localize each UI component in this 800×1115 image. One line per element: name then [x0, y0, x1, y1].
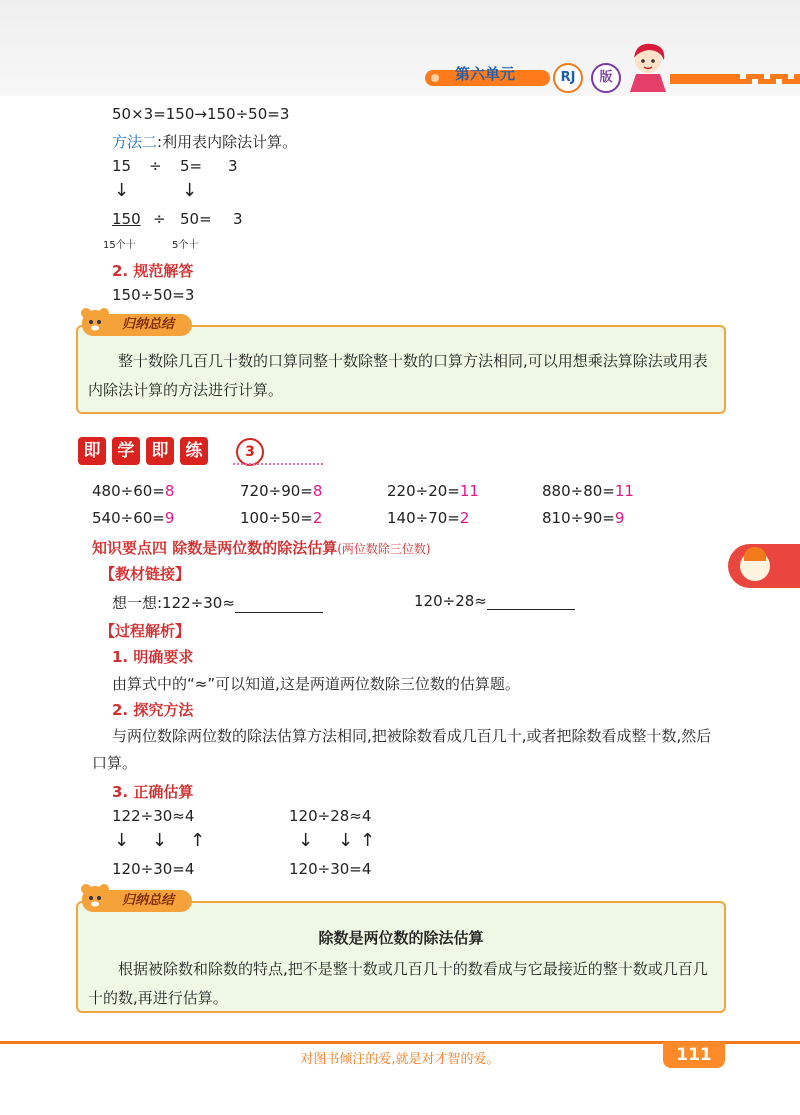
- summary-title-2: 除数是两位数的除法估算: [318, 929, 484, 947]
- estimate-2-bottom: 120÷30=4: [289, 860, 372, 878]
- mascot-bear-icon: [78, 305, 112, 339]
- practice-answer: 8: [164, 482, 175, 500]
- calc-line: 50×3=150→150÷50=3: [112, 105, 290, 123]
- method2-line: [112, 131, 297, 152]
- practice-item: 220÷20=11: [387, 482, 479, 500]
- practice-heading: [78, 437, 264, 466]
- practice-item: 880÷80=11: [542, 482, 634, 500]
- edition-badge: 版: [591, 63, 621, 93]
- practice-item: 480÷60=8: [92, 482, 175, 500]
- step3-heading: 3. 正确估算: [112, 783, 194, 801]
- up-arrow-icon: ↑: [190, 830, 206, 851]
- practice-item: 140÷70=2: [387, 509, 470, 527]
- practice-answer: 11: [614, 482, 634, 500]
- method2-label: 方法二: [112, 133, 158, 151]
- answer-line: 150÷50=3: [112, 286, 195, 304]
- practice-char: 即: [78, 437, 106, 465]
- practice-answer: 8: [312, 482, 323, 500]
- step2-heading: 2. 探究方法: [112, 701, 194, 719]
- rj-badge: RJ: [553, 63, 583, 93]
- down-arrow-icon: ↓: [298, 830, 314, 851]
- summary-box-2: [76, 901, 726, 1013]
- answer-blank[interactable]: [487, 595, 575, 610]
- estimate-2-top: 120÷28≈4: [289, 807, 372, 825]
- row1-dividend: 15: [112, 157, 132, 175]
- footer-slogan: 对图书倾注的爱,就是对才智的爱。: [300, 1052, 500, 1067]
- method2-text: :利用表内除法计算。: [157, 133, 298, 151]
- practice-char: 即: [146, 437, 174, 465]
- row1-op: ÷: [149, 157, 162, 175]
- note-15-tens: 15个十: [103, 240, 136, 251]
- summary-text-2: 根据被除数和除数的特点,把不是整十数或几百几十的数看成与它最接近的整十数或几百几十的数,再进行估算。: [88, 960, 708, 1007]
- practice-char: 学: [112, 437, 140, 465]
- step2-text: 与两位数除两位数的除法估算方法相同,把被除数看成几百几十,或者把除数看成整十数,然后口算。: [92, 727, 712, 772]
- practice-answer: 9: [164, 509, 175, 527]
- page-number: 111: [663, 1042, 725, 1068]
- practice-answer: 2: [312, 509, 323, 527]
- practice-item: 720÷90=8: [240, 482, 323, 500]
- section4-subtitle: (两位数除三位数): [337, 542, 431, 556]
- down-arrow-icon: ↓: [114, 830, 130, 851]
- row2-result: 3: [233, 210, 243, 228]
- up-arrow-icon: ↑: [360, 830, 376, 851]
- think-question-2: 120÷28≈: [414, 592, 575, 610]
- down-arrow-icon: ↓: [182, 180, 198, 201]
- practice-item: 100÷50=2: [240, 509, 323, 527]
- side-tab: [728, 544, 800, 588]
- practice-answer: 9: [614, 509, 625, 527]
- estimate-1-top: 122÷30≈4: [112, 807, 195, 825]
- practice-char: 练: [180, 437, 208, 465]
- mascot-girl-icon: [622, 40, 674, 94]
- checker-pattern: [670, 70, 800, 86]
- note-5-tens: 5个十: [172, 240, 199, 251]
- down-arrow-icon: ↓: [338, 830, 354, 851]
- answer-blank[interactable]: [235, 598, 323, 613]
- practice-number: 3: [236, 438, 264, 466]
- estimate-1-bottom: 120÷30=4: [112, 860, 195, 878]
- step1-heading: 1. 明确要求: [112, 648, 194, 666]
- row1-result: 3: [228, 157, 238, 175]
- summary-text-1: 整十数除几百几十数的口算同整十数除整十数的口算方法相同,可以用想乘法算除法或用表内除法计算的方法进行计算。: [88, 352, 708, 399]
- row2-op: ÷: [153, 210, 166, 228]
- down-arrow-icon: ↓: [114, 180, 130, 201]
- unit-label: 第六单元: [455, 65, 516, 83]
- mascot-bear-icon: [78, 881, 112, 915]
- summary-tag-label: 归纳总结: [82, 314, 192, 336]
- textbook-link-heading: 【教材链接】: [100, 565, 191, 583]
- mascot-face-icon: [740, 551, 770, 581]
- row2-divisor: 50=: [180, 210, 212, 228]
- section4-title: 知识要点四 除数是两位数的除法估算(两位数除三位数): [92, 539, 431, 557]
- row2-dividend: 150: [112, 210, 141, 228]
- practice-answer: 11: [459, 482, 479, 500]
- step1-text: 由算式中的“≈”可以知道,这是两道两位数除三位数的估算题。: [112, 675, 520, 693]
- answer-heading: 2. 规范解答: [112, 262, 194, 280]
- summary-tag-label: 归纳总结: [82, 890, 192, 912]
- practice-item: 810÷90=9: [542, 509, 625, 527]
- process-heading: 【过程解析】: [100, 622, 191, 640]
- row1-divisor: 5=: [180, 157, 203, 175]
- summary-box-1: [76, 325, 726, 414]
- practice-answer: 2: [459, 509, 470, 527]
- down-arrow-icon: ↓: [152, 830, 168, 851]
- think-question-1: 想一想:122÷30≈: [112, 592, 323, 613]
- practice-item: 540÷60=9: [92, 509, 175, 527]
